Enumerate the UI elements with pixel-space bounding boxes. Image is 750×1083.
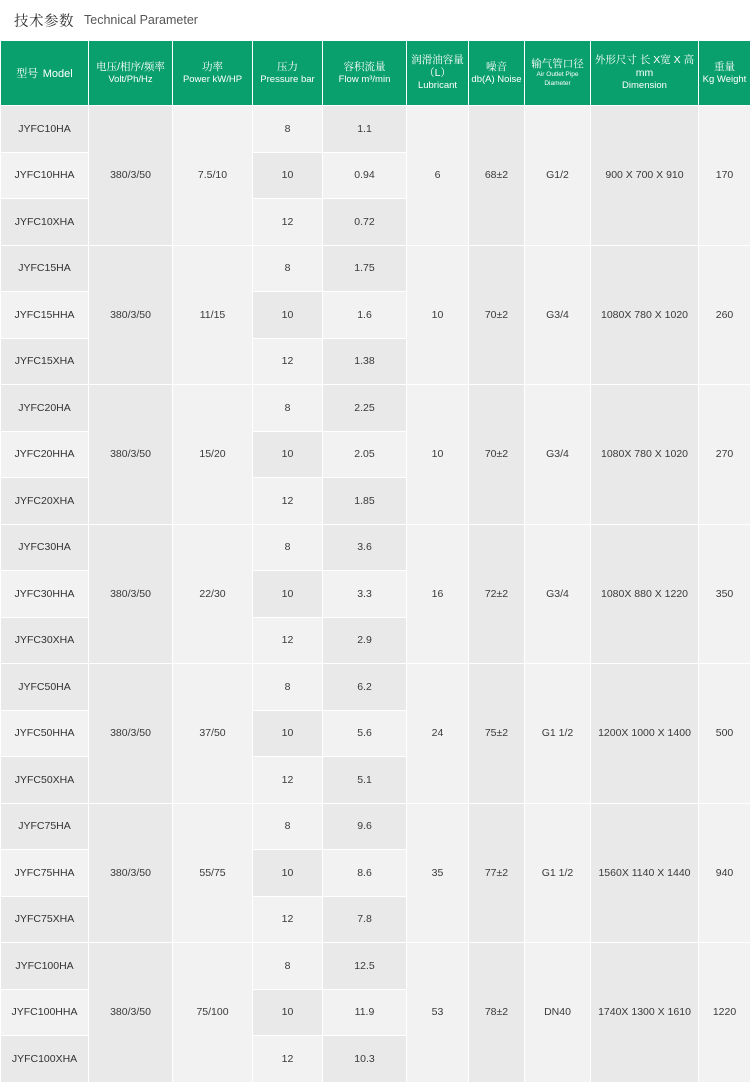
table-row: [1, 385, 750, 432]
cell-flow: 7.8: [323, 896, 407, 943]
cell-model: JYFC50XHA: [1, 757, 89, 804]
cell-flow: 1.1: [323, 106, 407, 153]
cell-lubricant: 6: [407, 106, 469, 246]
cell-power: 37/50: [173, 664, 253, 804]
cell-model: JYFC100XHA: [1, 1036, 89, 1083]
column-header-noise-cn: 噪音: [471, 61, 522, 74]
cell-noise: 68±2: [469, 106, 525, 246]
cell-dimension: 1080X 780 X 1020: [591, 245, 699, 385]
column-header-power: [173, 41, 253, 106]
table-header-row: [1, 41, 750, 106]
column-header-volt: [89, 41, 173, 106]
column-header-weight-en: Kg Weight: [701, 74, 748, 86]
cell-pressure: 8: [253, 524, 323, 571]
cell-weight: 260: [699, 245, 750, 385]
column-header-weight: [699, 41, 750, 106]
cell-pressure: 10: [253, 571, 323, 618]
cell-flow: 1.85: [323, 478, 407, 525]
cell-model: JYFC50HA: [1, 664, 89, 711]
technical-parameter-table: [0, 40, 750, 1083]
cell-pressure: 8: [253, 664, 323, 711]
cell-flow: 0.94: [323, 152, 407, 199]
cell-volt: 380/3/50: [89, 524, 173, 664]
cell-pipe-diameter: G3/4: [525, 385, 591, 525]
cell-volt: 380/3/50: [89, 385, 173, 525]
cell-weight: 1220: [699, 943, 750, 1083]
column-header-pipe-diameter-cn: 输气管口径: [527, 58, 588, 71]
cell-flow: 3.6: [323, 524, 407, 571]
cell-pipe-diameter: G3/4: [525, 245, 591, 385]
cell-flow: 3.3: [323, 571, 407, 618]
cell-flow: 12.5: [323, 943, 407, 990]
cell-flow: 2.05: [323, 431, 407, 478]
cell-flow: 0.72: [323, 199, 407, 246]
cell-pressure: 8: [253, 385, 323, 432]
cell-weight: 270: [699, 385, 750, 525]
table-row: [1, 664, 750, 711]
cell-pressure: 10: [253, 989, 323, 1036]
cell-model: JYFC100HA: [1, 943, 89, 990]
cell-model: JYFC75HHA: [1, 850, 89, 897]
cell-pressure: 12: [253, 617, 323, 664]
column-header-dimension: [591, 41, 699, 106]
cell-model: JYFC15HHA: [1, 292, 89, 339]
cell-flow: 9.6: [323, 803, 407, 850]
cell-pressure: 8: [253, 803, 323, 850]
cell-flow: 2.9: [323, 617, 407, 664]
cell-noise: 70±2: [469, 385, 525, 525]
column-header-model: [1, 41, 89, 106]
cell-power: 7.5/10: [173, 106, 253, 246]
column-header-lubricant-cn: 润滑油容量（L）: [409, 54, 466, 80]
column-header-pipe-diameter-en: Air Outlet Pipe Diameter: [527, 71, 588, 87]
cell-model: JYFC75HA: [1, 803, 89, 850]
cell-volt: 380/3/50: [89, 664, 173, 804]
cell-volt: 380/3/50: [89, 803, 173, 943]
cell-flow: 2.25: [323, 385, 407, 432]
cell-model: JYFC20HA: [1, 385, 89, 432]
cell-flow: 1.75: [323, 245, 407, 292]
cell-pipe-diameter: G1 1/2: [525, 803, 591, 943]
cell-pressure: 8: [253, 943, 323, 990]
column-header-model-en: Model: [43, 68, 73, 80]
table-body: [1, 106, 750, 1083]
cell-lubricant: 53: [407, 943, 469, 1083]
column-header-flow: [323, 41, 407, 106]
cell-weight: 170: [699, 106, 750, 246]
cell-model: JYFC75XHA: [1, 896, 89, 943]
cell-flow: 5.1: [323, 757, 407, 804]
cell-pressure: 10: [253, 710, 323, 757]
cell-pressure: 12: [253, 896, 323, 943]
cell-model: JYFC15XHA: [1, 338, 89, 385]
cell-flow: 6.2: [323, 664, 407, 711]
cell-dimension: 1560X 1140 X 1440: [591, 803, 699, 943]
cell-flow: 1.38: [323, 338, 407, 385]
column-header-weight-cn: 重量: [701, 61, 748, 74]
cell-flow: 8.6: [323, 850, 407, 897]
cell-model: JYFC30HHA: [1, 571, 89, 618]
table-row: [1, 524, 750, 571]
cell-pressure: 12: [253, 1036, 323, 1083]
column-header-lubricant-en: Lubricant: [409, 80, 466, 92]
cell-pressure: 10: [253, 152, 323, 199]
cell-power: 75/100: [173, 943, 253, 1083]
column-header-power-en: Power kW/HP: [175, 74, 250, 86]
cell-weight: 350: [699, 524, 750, 664]
cell-model: JYFC30HA: [1, 524, 89, 571]
cell-pressure: 12: [253, 199, 323, 246]
cell-pressure: 10: [253, 431, 323, 478]
table-row: [1, 245, 750, 292]
column-header-pressure: [253, 41, 323, 106]
cell-volt: 380/3/50: [89, 106, 173, 246]
cell-noise: 70±2: [469, 245, 525, 385]
cell-pipe-diameter: G1 1/2: [525, 664, 591, 804]
column-header-pressure-cn: 压力: [255, 61, 320, 74]
page-title-en: Technical Parameter: [84, 13, 198, 27]
cell-power: 22/30: [173, 524, 253, 664]
column-header-model-cn: 型号: [16, 68, 38, 80]
cell-weight: 500: [699, 664, 750, 804]
cell-pipe-diameter: G1/2: [525, 106, 591, 246]
cell-power: 15/20: [173, 385, 253, 525]
cell-model: JYFC20HHA: [1, 431, 89, 478]
column-header-flow-cn: 容积流量: [325, 61, 404, 74]
cell-model: JYFC15HA: [1, 245, 89, 292]
cell-weight: 940: [699, 803, 750, 943]
cell-noise: 77±2: [469, 803, 525, 943]
cell-power: 11/15: [173, 245, 253, 385]
cell-lubricant: 24: [407, 664, 469, 804]
cell-power: 55/75: [173, 803, 253, 943]
cell-dimension: 900 X 700 X 910: [591, 106, 699, 246]
page-title-bar: [0, 0, 750, 40]
table-row: [1, 943, 750, 990]
column-header-flow-en: Flow m³/min: [325, 74, 404, 86]
cell-flow: 11.9: [323, 989, 407, 1036]
cell-flow: 10.3: [323, 1036, 407, 1083]
cell-model: JYFC10HA: [1, 106, 89, 153]
column-header-volt-en: Volt/Ph/Hz: [91, 74, 170, 86]
column-header-pipe-diameter: [525, 41, 591, 106]
cell-lubricant: 35: [407, 803, 469, 943]
page-title-cn: 技术参数: [14, 10, 74, 31]
cell-dimension: 1200X 1000 X 1400: [591, 664, 699, 804]
cell-model: JYFC30XHA: [1, 617, 89, 664]
table-row: [1, 106, 750, 153]
table-header: [1, 41, 750, 106]
cell-lubricant: 16: [407, 524, 469, 664]
cell-dimension: 1740X 1300 X 1610: [591, 943, 699, 1083]
cell-pipe-diameter: DN40: [525, 943, 591, 1083]
column-header-lubricant: [407, 41, 469, 106]
cell-pressure: 10: [253, 850, 323, 897]
cell-noise: 72±2: [469, 524, 525, 664]
cell-lubricant: 10: [407, 245, 469, 385]
column-header-pressure-en: Pressure bar: [255, 74, 320, 86]
column-header-dimension-en: Dimension: [593, 80, 696, 92]
cell-volt: 380/3/50: [89, 943, 173, 1083]
column-header-noise-en: db(A) Noise: [471, 74, 522, 86]
cell-dimension: 1080X 880 X 1220: [591, 524, 699, 664]
cell-model: JYFC10XHA: [1, 199, 89, 246]
cell-pipe-diameter: G3/4: [525, 524, 591, 664]
column-header-power-cn: 功率: [175, 61, 250, 74]
cell-model: JYFC100HHA: [1, 989, 89, 1036]
cell-dimension: 1080X 780 X 1020: [591, 385, 699, 525]
cell-lubricant: 10: [407, 385, 469, 525]
cell-flow: 1.6: [323, 292, 407, 339]
cell-pressure: 8: [253, 245, 323, 292]
cell-pressure: 12: [253, 757, 323, 804]
cell-flow: 5.6: [323, 710, 407, 757]
cell-model: JYFC50HHA: [1, 710, 89, 757]
cell-noise: 78±2: [469, 943, 525, 1083]
cell-noise: 75±2: [469, 664, 525, 804]
cell-pressure: 12: [253, 478, 323, 525]
cell-pressure: 8: [253, 106, 323, 153]
column-header-noise: [469, 41, 525, 106]
column-header-dimension-cn: 外形尺寸 长 X宽 X 高mm: [593, 54, 696, 80]
cell-model: JYFC10HHA: [1, 152, 89, 199]
table-row: [1, 803, 750, 850]
cell-pressure: 12: [253, 338, 323, 385]
column-header-volt-cn: 电压/相序/频率: [91, 61, 170, 74]
cell-volt: 380/3/50: [89, 245, 173, 385]
cell-model: JYFC20XHA: [1, 478, 89, 525]
cell-pressure: 10: [253, 292, 323, 339]
